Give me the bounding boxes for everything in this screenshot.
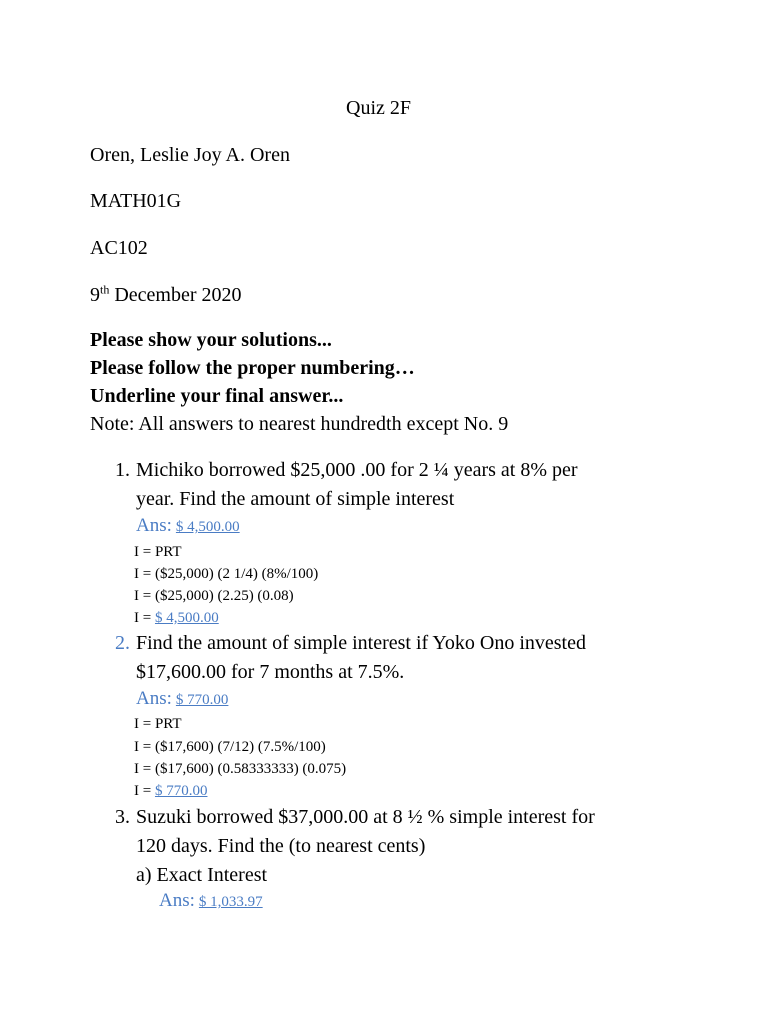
answer-value: $ 1,033.97 <box>198 894 263 910</box>
date-day: 9 <box>90 284 100 306</box>
q2-final-value: $ 770.00 <box>154 783 208 799</box>
answer-label: Ans: <box>136 688 172 709</box>
question-1-number: 1. <box>115 459 130 481</box>
question-1-line1: Michiko borrowed $25,000 .00 for 2 ¼ years at 8% per <box>136 459 578 481</box>
question-3-number: 3. <box>115 806 130 828</box>
question-1-answer <box>136 515 240 537</box>
student-name: Oren, Leslie Joy A. Oren <box>90 144 290 166</box>
question-2-answer <box>136 688 228 710</box>
q2-final <box>134 780 207 802</box>
section-code: AC102 <box>90 237 148 259</box>
quiz-title: Quiz 2F <box>346 97 411 119</box>
question-2-number: 2. <box>115 632 130 654</box>
quiz-date <box>90 281 242 309</box>
question-3-line2: 120 days. Find the (to nearest cents) <box>136 835 426 857</box>
note-line: Note: All answers to nearest hundredth except No. 9 <box>90 413 509 435</box>
instruction-show-solutions: Please show your solutions... <box>90 329 332 351</box>
question-2-line1: Find the amount of simple interest if Yoko Ono invested <box>136 632 586 654</box>
question-2 <box>108 629 586 657</box>
q2-final-prefix: I = <box>134 783 155 799</box>
q1-final-value: $ 4,500.00 <box>154 610 219 626</box>
instruction-numbering: Please follow the proper numbering… <box>90 357 415 379</box>
question-1 <box>108 456 578 484</box>
question-3a-text: Exact Interest <box>156 864 268 886</box>
q2-step-3: I = ($17,600) (0.58333333) (0.075) <box>134 761 347 777</box>
q1-final-prefix: I = <box>134 610 155 626</box>
question-3a-label: a) <box>136 864 152 886</box>
question-3a-answer <box>159 890 263 912</box>
q1-final <box>134 607 219 629</box>
q2-step-1: I = PRT <box>134 716 182 732</box>
date-rest: December 2020 <box>109 284 242 306</box>
question-2-line2: $17,600.00 for 7 months at 7.5%. <box>136 661 405 683</box>
answer-value: $ 770.00 <box>175 692 229 708</box>
date-ordinal: th <box>100 282 110 297</box>
question-3-line1: Suzuki borrowed $37,000.00 at 8 ½ % simple interest for <box>136 806 595 828</box>
q2-step-2: I = ($17,600) (7/12) (7.5%/100) <box>134 739 326 755</box>
question-3 <box>108 803 595 831</box>
question-3a <box>136 861 267 889</box>
answer-label: Ans: <box>136 515 172 536</box>
q1-step-3: I = ($25,000) (2.25) (0.08) <box>134 588 294 604</box>
question-1-line2: year. Find the amount of simple interest <box>136 488 455 510</box>
q1-step-2: I = ($25,000) (2 1/4) (8%/100) <box>134 566 319 582</box>
course-code: MATH01G <box>90 190 182 212</box>
q1-step-1: I = PRT <box>134 544 182 560</box>
answer-label: Ans: <box>159 890 195 911</box>
instruction-underline: Underline your final answer... <box>90 385 344 407</box>
answer-value: $ 4,500.00 <box>175 519 240 535</box>
